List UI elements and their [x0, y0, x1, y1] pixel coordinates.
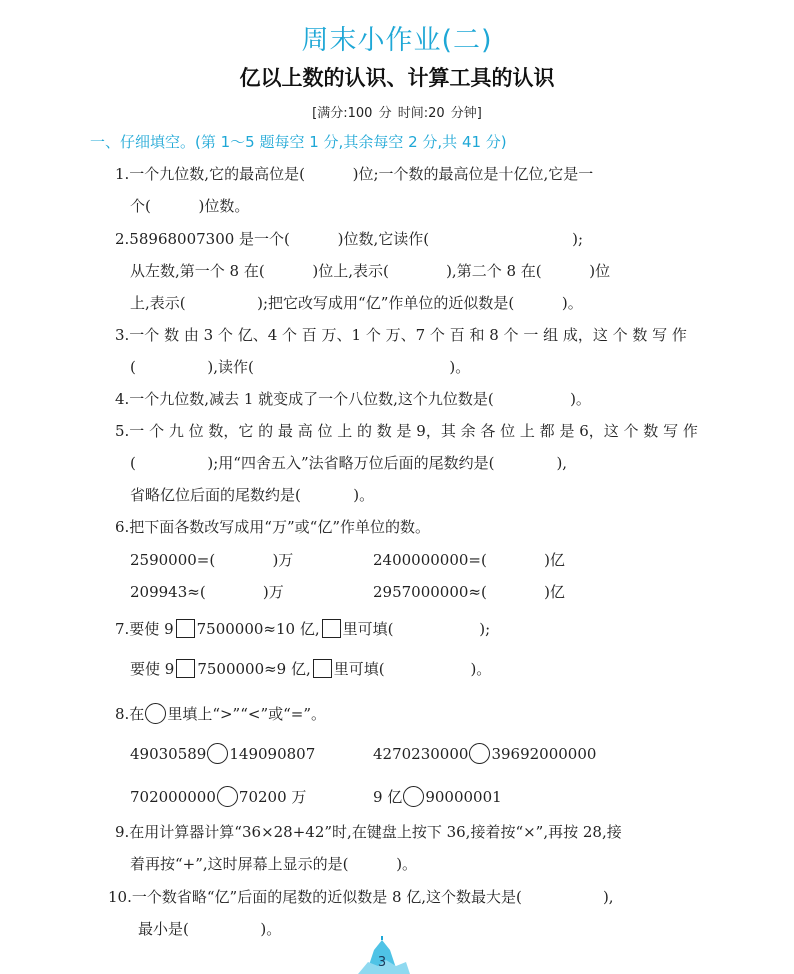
page-subtitle: 亿以上数的认识、计算工具的认识 — [239, 66, 555, 90]
circle-icon — [145, 703, 166, 724]
score-time-info: [满分:100 分 时间:20 分钟] — [312, 106, 482, 121]
q2-line-3: 上,表示( );把它改写成用“亿”作单位的近似数是( )。 — [130, 294, 583, 312]
q6-line-1: 6.把下面各数改写成用“万”或“亿”作单位的数。 — [115, 518, 430, 536]
q8-b2-left: 9 亿 — [373, 788, 403, 806]
q7-line-2-post: 里可填( )。 — [333, 660, 492, 678]
q2-line-2: 从左数,第一个 8 在( )位上,表示( ),第二个 8 在( )位 — [130, 262, 611, 280]
q7-line-1-post: 里可填( ); — [342, 620, 491, 638]
q7-line-2 — [130, 659, 491, 679]
section-heading: 一、仔细填空。(第 1～5 题每空 1 分,其余每空 2 分,共 41 分) — [90, 133, 507, 151]
q4-line-1: 4.一个九位数,减去 1 就变成了一个八位数,这个九位数是( )。 — [115, 390, 591, 408]
compare-circle[interactable] — [469, 743, 490, 764]
compare-circle[interactable] — [207, 743, 228, 764]
answer-box-icon — [322, 619, 341, 638]
q7-line-2-pre: 要使 9 — [130, 660, 175, 678]
q8-a1-right: 149090807 — [229, 745, 316, 763]
page-title: 周末小作业(二) — [301, 25, 493, 56]
q8-item-b1 — [130, 786, 306, 807]
q8-a1-left: 49030589 — [130, 745, 207, 763]
q8-b1-left: 702000000 — [130, 788, 216, 806]
q7-line-1 — [115, 619, 490, 639]
q8-line-1-post: 里填上“>”“<”或“=”。 — [167, 705, 327, 723]
q8-b2-right: 90000001 — [425, 788, 502, 806]
q5-line-2: ( );用“四舍五入”法省略万位后面的尾数约是( ), — [130, 454, 568, 472]
q2-line-1: 2.58968007300 是一个( )位数,它读作( ); — [115, 230, 584, 248]
q5-line-1: 5.一 个 九 位 数，它 的 最 高 位 上 的 数 是 9，其 余 各 位 上 都 是 6，这 个 数 写 作 — [115, 422, 698, 440]
q8-line-1-pre: 8.在 — [115, 705, 145, 723]
q9-line-2: 着再按“+”,这时屏幕上显示的是( )。 — [130, 855, 418, 873]
q8-a2-right: 39692000000 — [491, 745, 597, 763]
answer-box[interactable] — [176, 659, 195, 678]
q10-line-2: 最小是( )。 — [138, 920, 282, 938]
answer-box[interactable] — [176, 619, 195, 638]
q7-line-1-mid: 7500000≈10 亿, — [196, 620, 320, 638]
q1-line-2: 个( )位数。 — [130, 197, 250, 215]
q8-b1-right: 70200 万 — [238, 788, 307, 806]
q8-item-a1 — [130, 743, 315, 764]
compare-circle[interactable] — [403, 786, 424, 807]
q5-line-3: 省略亿位后面的尾数约是( )。 — [130, 486, 375, 504]
q6-item-b2: 2957000000≈( )亿 — [373, 583, 565, 601]
q8-item-b2 — [373, 786, 502, 807]
q7-line-1-pre: 7.要使 9 — [115, 620, 174, 638]
q8-line-1 — [115, 703, 326, 724]
q6-item-a1: 2590000=( )万 — [130, 551, 294, 569]
compare-circle[interactable] — [217, 786, 238, 807]
q8-item-a2 — [373, 743, 596, 764]
q6-item-b1: 209943≈( )万 — [130, 583, 284, 601]
q9-line-1: 9.在用计算器计算“36×28+42”时,在键盘上按下 36,接着按“×”,再按 28,接 — [115, 823, 622, 841]
q10-line-1: 10.一个数省略“亿”后面的尾数的近似数是 8 亿,这个数最大是( ), — [108, 888, 614, 906]
q6-item-a2: 2400000000=( )亿 — [373, 551, 565, 569]
q1-line-1: 1.一个九位数,它的最高位是( )位;一个数的最高位是十亿位,它是一 — [115, 165, 594, 183]
q3-line-1: 3.一个 数 由 3 个 亿、4 个 百 万、1 个 万、7 个 百 和 8 个 一 组 成，这 个 数 写 作 — [115, 326, 687, 344]
page-number: 3 — [377, 955, 387, 970]
q8-a2-left: 4270230000 — [373, 745, 469, 763]
q3-line-2: ( ),读作( )。 — [130, 358, 471, 376]
q7-line-2-mid: 7500000≈9 亿, — [197, 660, 311, 678]
answer-box-icon — [313, 659, 332, 678]
